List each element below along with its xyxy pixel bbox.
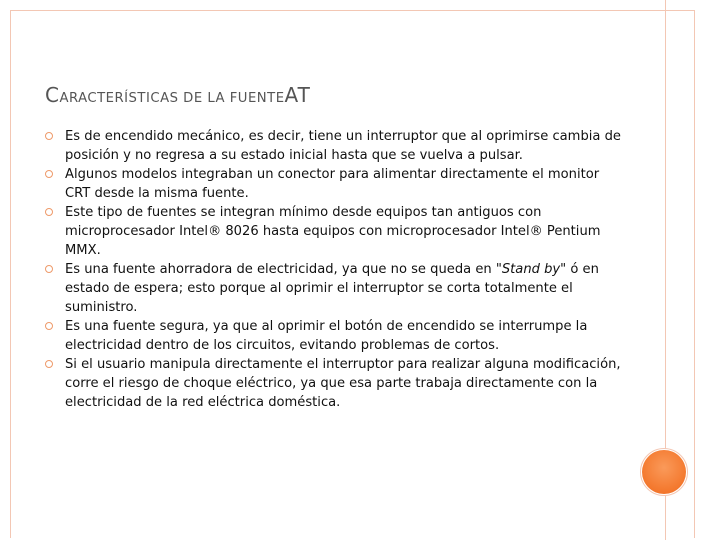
bullet-item [45, 260, 625, 317]
bullet-icon [45, 265, 53, 273]
bullet-text: Es una fuente segura, ya que al oprimir el botón de encendido se interrumpe la electricidad dentro de los circuitos, evitando problemas de cortos. [65, 319, 588, 353]
bullet-item [45, 203, 625, 260]
bullet-list [45, 127, 625, 412]
bullet-text: Este tipo de fuentes se integran mínimo desde equipos tan antiguos con microprocesador Intel® 8026 hasta equipos con microprocesador Intel® Pentium MMX. [65, 205, 601, 258]
bullet-icon [45, 360, 53, 368]
title-text: ARACTERÍSTICAS DE LA FUENTE [59, 91, 285, 106]
orange-circle-icon [642, 450, 686, 494]
title-suffix: AT [284, 83, 311, 107]
bullet-icon [45, 208, 53, 216]
bullet-item [45, 165, 625, 203]
bullet-item [45, 355, 625, 412]
bullet-item [45, 317, 625, 355]
bullet-icon [45, 322, 53, 330]
slide-title [45, 72, 311, 110]
bullet-emphasis: Stand by [501, 262, 561, 277]
bullet-icon [45, 170, 53, 178]
bullet-icon [45, 132, 53, 140]
bullet-text-before: Es una fuente ahorradora de electricidad, ya que no se queda en " [65, 262, 502, 277]
bullet-text: Es de encendido mecánico, es decir, tiene un interruptor que al oprimirse cambia de posición y no regresa a su estado inicial hasta que se vuelva a pulsar. [65, 129, 621, 163]
title-first-letter: C [45, 83, 60, 107]
bullet-item [45, 127, 625, 165]
bullet-text: Si el usuario manipula directamente el interruptor para realizar alguna modificación, corre el riesgo de choque eléctrico, ya que esa parte trabaja directamente con la electricidad de la red eléctrica doméstica. [65, 357, 621, 410]
bullet-text-after: " ó en estado de espera; esto porque al oprimir el interruptor se corta totalmente el suministro. [65, 262, 599, 315]
bullet-text: Algunos modelos integraban un conector para alimentar directamente el monitor CRT desde la misma fuente. [65, 167, 600, 201]
